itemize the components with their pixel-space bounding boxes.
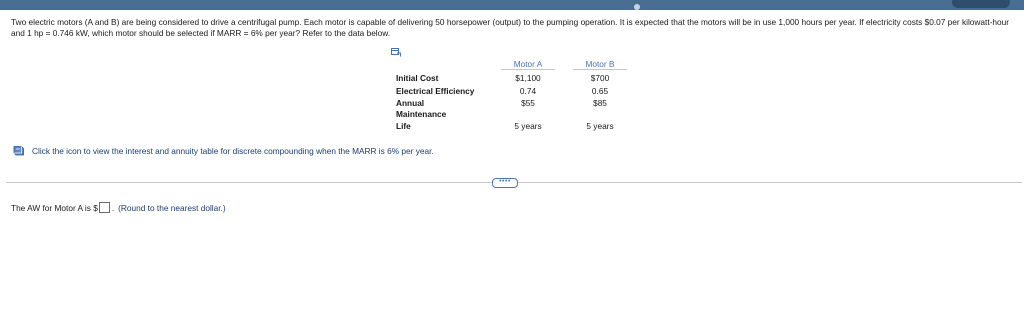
progress-dot <box>634 4 640 10</box>
answer-prefix: The AW for Motor A is $ <box>11 202 98 213</box>
motor-data-table <box>396 58 627 132</box>
table-row <box>396 96 627 119</box>
table-row <box>396 119 627 132</box>
expand-button[interactable]: •••• <box>492 178 518 188</box>
table-header-motor-a: Motor A <box>501 58 555 70</box>
table-row <box>396 84 627 97</box>
question-text: Two electric motors (A and B) are being considered to drive a centrifugal pump. Each motor is capable of delivering 50 horsepower (output) to the pumping operation. It is expected that the motors will be in use 1,000 hours per year. If electricity costs $0.07 per kilowatt-hour and 1 hp = 0.746 kW, which motor should be selected if MARR = 6% per year? Refer to the data below. <box>11 17 1009 38</box>
row-label: Initial Cost <box>396 73 439 83</box>
table-header-empty <box>396 58 501 70</box>
table-header-spacer <box>555 58 573 70</box>
interest-table-link-text[interactable]: Click the icon to view the interest and annuity table for discrete compounding when the MARR is 6% per year. <box>32 145 434 156</box>
cell-motor-b: 5 years <box>586 121 614 131</box>
row-label: Electrical Efficiency <box>396 85 475 96</box>
row-label: Life <box>396 121 411 131</box>
answer-input[interactable] <box>99 202 110 213</box>
row-label: Annual Maintenance <box>396 98 447 119</box>
cell-motor-b: $700 <box>590 73 610 83</box>
book-icon[interactable] <box>13 145 25 156</box>
cell-motor-b: 0.65 <box>591 85 609 96</box>
top-bar <box>0 0 1024 10</box>
table-header-row <box>396 58 627 70</box>
answer-line <box>11 202 226 213</box>
answer-suffix: . <box>111 202 115 213</box>
copy-table-icon[interactable] <box>391 48 401 57</box>
cell-motor-a: 0.74 <box>519 85 537 96</box>
rounding-hint: (Round to the nearest dollar.) <box>118 202 226 213</box>
cell-motor-a: $1,100 <box>515 73 541 83</box>
top-bar-button[interactable] <box>952 0 1010 8</box>
table-header-motor-b: Motor B <box>573 58 627 70</box>
cell-motor-a: $55 <box>521 98 535 108</box>
interest-table-link[interactable] <box>13 145 434 156</box>
table-row <box>396 73 627 84</box>
cell-motor-b: $85 <box>593 98 607 108</box>
cell-motor-a: 5 years <box>514 121 542 131</box>
